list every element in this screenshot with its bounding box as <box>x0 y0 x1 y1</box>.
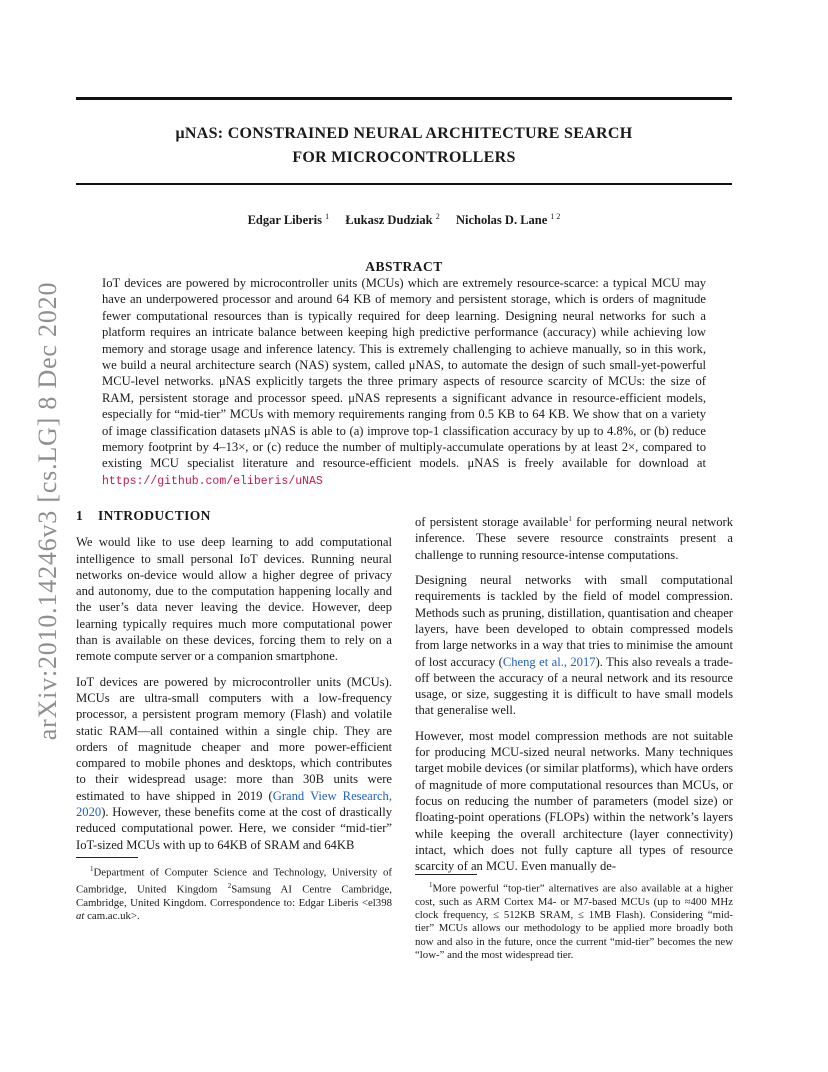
footnote-text: Samsung AI Centre Cambridge, Cambridge, United Kingdom. Correspondence to: Edgar Liberis <el398 <box>76 883 392 909</box>
paragraph-text: IoT devices are powered by microcontroller units (MCUs). MCUs are ultra-small computers with a low-frequency processor, a persistent program memory (Flash) and volatile static RAM—all contained within a single chip. They are orders of magnitude cheaper and more power-efficient compared to mobile phones and desktops, which contributes to their widespread usage: more than 30B units were estimated to have shipped in 2019 ( <box>76 674 392 803</box>
arxiv-identifier-stamp: arXiv:2010.14246v3 [cs.LG] 8 Dec 2020 <box>33 281 62 741</box>
section-number: 1 <box>76 508 84 523</box>
footnote-mark: 1 <box>90 865 94 873</box>
paper-title-line-1: μNAS: CONSTRAINED NEURAL ARCHITECTURE SEARCH <box>175 125 633 142</box>
footnote-rule <box>415 874 477 875</box>
citation-link[interactable]: Grand View Research, 2020 <box>76 788 392 820</box>
footnote-text: cam.ac.uk>. <box>84 910 140 923</box>
author-affiliation: 2 <box>435 212 440 221</box>
author-affiliation: 1 <box>325 212 330 221</box>
footnote-text: Department of Computer Science and Technology, University of Cambridge, United Kingdom <box>76 866 392 896</box>
footnote-rule <box>76 857 138 858</box>
left-column <box>76 508 392 862</box>
author-name: Łukasz Dudziak <box>345 213 433 228</box>
citation-link[interactable]: Cheng et al., 2017 <box>502 654 596 669</box>
mcu-footnote <box>415 879 733 962</box>
paragraph <box>415 572 733 719</box>
paragraph-text: of persistent storage available <box>415 515 569 530</box>
footnote-at: at <box>76 910 85 923</box>
right-column <box>415 511 733 883</box>
paper-title-line-2: FOR MICROCONTROLLERS <box>292 149 516 166</box>
abstract-body <box>102 275 706 490</box>
paragraph-text: for performing neural network inference. These severe resource constraints present a challenge to running resource-intense computations. <box>415 515 733 562</box>
paragraph-text: ). This also reveals a trade-off between the accuracy of a neural network and its resource usage, or size, suggesting it is difficult to have small models that generalise well. <box>415 654 733 718</box>
author-name: Nicholas D. Lane <box>455 213 548 228</box>
title-top-rule <box>76 97 732 100</box>
paragraph-text: Designing neural networks with small computational requirements is tackled by the field of model compression. Methods such as pruning, distillation, quantisation and cheaper layers, have been developed to obtain compressed models from large networks in a way that tries to minimise the amount of lost accuracy ( <box>415 573 733 669</box>
author-affiliation: 1 2 <box>550 212 561 221</box>
section-heading <box>76 508 392 524</box>
paragraph <box>415 511 733 563</box>
footnote-mark: 1 <box>429 881 433 889</box>
footnote-mark: 1 <box>568 515 572 523</box>
abstract-text: IoT devices are powered by microcontroller units (MCUs) which are extremely resource-scarce: a typical MCU may have an underpowered processor and around 64 KB of memory and persistent storage, which is orders of magnitude fewer computational resources than is typically required for deep learning. Designing neural networks for such a platform requires an intricate balance between keeping high predictive performance (accuracy) while achieving low memory and storage usage and inference latency. This is extremely challenging to achieve manually, so in this work, we build a neural architecture search (NAS) system, called μNAS, to automate the design of such small-yet-powerful MCU-level networks. μNAS explicitly targets the three primary aspects of resource scarcity of MCUs: the size of RAM, persistent storage and processor speed. μNAS represents a significant advance in resource-efficient models, especially for “mid-tier” MCUs with memory requirements ranging from 0.5 KB to 64 KB. We show that on a variety of image classification datasets μNAS is able to (a) improve top-1 classification accuracy by up to 4.8%, or (b) reduce memory footprint by 4–13×, or (c) reduce the number of multiply-accumulate operations by at least 2×, compared to existing MCU specialist literature and resource-efficient models. μNAS is freely available for download at <box>102 276 706 471</box>
footnote-mark: 2 <box>227 881 232 890</box>
paragraph: We would like to use deep learning to add computational intelligence to small personal IoT devices. Running neural networks on-device would allow a higher degree of privacy and autonomy, due to the computation happening locally and the user’s data never leaving the device. However, deep learning typically requires much more computational power than is available on these devices, forcing them to rely on a remote compute server or a companion smartphone. <box>76 535 392 664</box>
title-bottom-rule <box>76 183 732 185</box>
footnote-text: More powerful “top-tier” alternatives are also available at a higher cost, such as ARM Cortex M4- or M7-based MCUs (up to ≈400 MHz clock frequency, ≤ 512KB SRAM, ≤ 1MB Flash). Considering “mid-tier” MCUs allows our methodology to be applied more broadly both now and also in the future, once the current “mid-tier” becomes the new “low-” and the most widespread tier. <box>415 882 733 962</box>
paragraph <box>76 674 392 853</box>
paragraph: However, most model compression methods are not suitable for producing MCU-sized neural networks. Many techniques target mobile devices (or similar platforms), which have orders of magnitude of more computational resources than MCUs, or focus on reducing the number of parameters (model size) or floating-point operations (FLOPs) within the network’s layers while keeping the overall architecture (layer connectivity) intact, which does not fully capture all types of resource scarcity of an MCU. Even manually de- <box>415 728 733 874</box>
section-title: INTRODUCTION <box>98 508 211 523</box>
author-list <box>76 212 732 228</box>
author-name: Edgar Liberis <box>247 213 323 228</box>
paragraph-text: ). However, these benefits come at the cost of drastically reduced computational power. Here, we consider “mid-tier” IoT-sized MCUs with up to 64KB of SRAM and 64KB <box>76 805 392 852</box>
code-url-link[interactable]: https://github.com/eliberis/uNAS <box>102 474 323 488</box>
affiliation-footnote <box>76 863 392 923</box>
abstract-heading: ABSTRACT <box>365 259 443 274</box>
